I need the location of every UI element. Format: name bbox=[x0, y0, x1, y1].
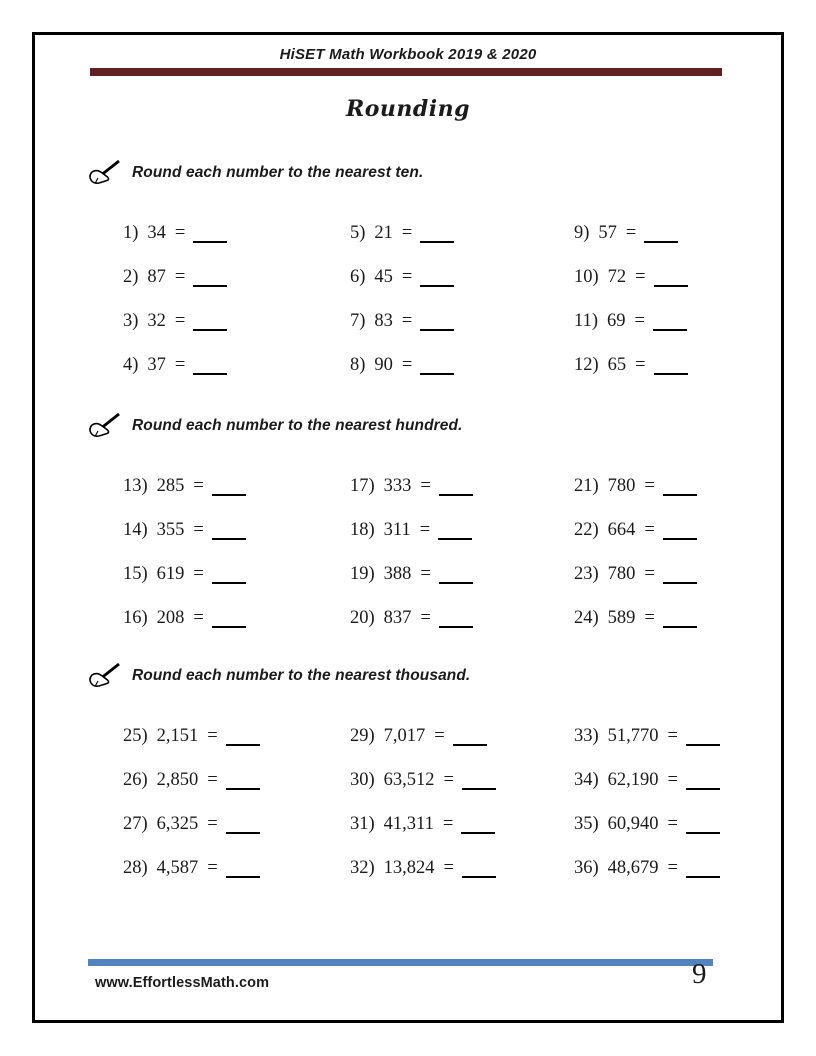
problem-number: 6) bbox=[350, 266, 366, 287]
problem-value: 388 bbox=[383, 563, 412, 584]
problem-value: 62,190 bbox=[607, 769, 659, 790]
writing-hand-icon bbox=[88, 412, 122, 439]
problem-number: 20) bbox=[350, 607, 375, 628]
problem-number: 7) bbox=[350, 310, 366, 331]
equals-sign: = bbox=[667, 857, 678, 878]
answer-blank bbox=[686, 832, 720, 834]
equals-sign: = bbox=[174, 310, 186, 331]
problems-grid bbox=[88, 714, 732, 890]
answer-blank bbox=[462, 788, 496, 790]
problem-value: 90 bbox=[374, 354, 393, 375]
book-title: HiSET Math Workbook 2019 & 2020 bbox=[279, 46, 537, 63]
answer-blank bbox=[663, 626, 697, 628]
problem bbox=[350, 596, 574, 640]
equals-sign: = bbox=[443, 769, 454, 790]
problem-number: 32) bbox=[350, 857, 375, 878]
section-nearest-hundred bbox=[88, 412, 732, 640]
problem bbox=[574, 802, 732, 846]
problem-value: 333 bbox=[383, 475, 412, 496]
problem-value: 285 bbox=[156, 475, 185, 496]
problem-value: 7,017 bbox=[383, 725, 426, 746]
problem-number: 33) bbox=[574, 725, 599, 746]
section-instruction: Round each number to the nearest ten. bbox=[132, 163, 424, 181]
answer-blank bbox=[663, 538, 697, 540]
problem-value: 87 bbox=[147, 266, 166, 287]
problem bbox=[574, 299, 732, 343]
equals-sign: = bbox=[443, 857, 454, 878]
equals-sign: = bbox=[420, 563, 431, 584]
problem-number: 8) bbox=[350, 354, 366, 375]
problem bbox=[350, 802, 574, 846]
answer-blank bbox=[212, 582, 246, 584]
writing-hand-icon bbox=[88, 662, 122, 689]
problem-number: 36) bbox=[574, 857, 599, 878]
problem-value: 63,512 bbox=[383, 769, 435, 790]
answer-blank bbox=[193, 329, 227, 331]
problem-value: 355 bbox=[156, 519, 185, 540]
equals-sign: = bbox=[174, 222, 186, 243]
problem-number: 30) bbox=[350, 769, 375, 790]
answer-blank bbox=[686, 788, 720, 790]
problem-value: 32 bbox=[147, 310, 166, 331]
problems-grid bbox=[88, 464, 732, 640]
answer-blank bbox=[453, 744, 487, 746]
equals-sign: = bbox=[174, 266, 186, 287]
answer-blank bbox=[439, 494, 473, 496]
problem bbox=[123, 464, 350, 508]
problem-value: 6,325 bbox=[156, 813, 199, 834]
problem-number: 22) bbox=[574, 519, 599, 540]
equals-sign: = bbox=[193, 519, 204, 540]
problem bbox=[574, 846, 732, 890]
section-nearest-thousand bbox=[88, 662, 732, 890]
equals-sign: = bbox=[401, 310, 413, 331]
footer-rule bbox=[88, 959, 713, 966]
problem bbox=[350, 299, 574, 343]
equals-sign: = bbox=[207, 725, 218, 746]
section-nearest-ten bbox=[88, 159, 732, 387]
equals-sign: = bbox=[667, 813, 678, 834]
problem bbox=[574, 464, 732, 508]
answer-blank bbox=[226, 832, 260, 834]
problem bbox=[350, 211, 574, 255]
answer-blank bbox=[420, 241, 454, 243]
equals-sign: = bbox=[434, 725, 445, 746]
answer-blank bbox=[663, 582, 697, 584]
problem-value: 664 bbox=[607, 519, 636, 540]
answer-blank bbox=[212, 626, 246, 628]
header-rule bbox=[90, 68, 722, 76]
answer-blank bbox=[226, 744, 260, 746]
problem-value: 2,850 bbox=[156, 769, 199, 790]
answer-blank bbox=[420, 373, 454, 375]
problem-number: 12) bbox=[574, 354, 599, 375]
problem-number: 25) bbox=[123, 725, 148, 746]
answer-blank bbox=[226, 876, 260, 878]
problem bbox=[574, 508, 732, 552]
problem-number: 17) bbox=[350, 475, 375, 496]
problem-number: 34) bbox=[574, 769, 599, 790]
problem-value: 83 bbox=[374, 310, 393, 331]
problem-value: 589 bbox=[607, 607, 636, 628]
problem bbox=[574, 552, 732, 596]
equals-sign: = bbox=[193, 475, 204, 496]
problem-number: 35) bbox=[574, 813, 599, 834]
answer-blank bbox=[462, 876, 496, 878]
problem bbox=[350, 464, 574, 508]
section-instruction: Round each number to the nearest hundred. bbox=[132, 416, 463, 434]
page-number: 9 bbox=[692, 958, 707, 990]
problem bbox=[123, 758, 350, 802]
section-instruction-row bbox=[88, 412, 732, 439]
equals-sign: = bbox=[667, 769, 678, 790]
answer-blank bbox=[686, 744, 720, 746]
equals-sign: = bbox=[667, 725, 678, 746]
page-title: Rounding bbox=[345, 96, 471, 122]
problem bbox=[123, 596, 350, 640]
equals-sign: = bbox=[401, 266, 413, 287]
problem bbox=[123, 714, 350, 758]
problem bbox=[123, 343, 350, 387]
problem-value: 2,151 bbox=[156, 725, 199, 746]
problem-number: 26) bbox=[123, 769, 148, 790]
problem bbox=[350, 343, 574, 387]
problem-number: 21) bbox=[574, 475, 599, 496]
problem bbox=[350, 846, 574, 890]
answer-blank bbox=[420, 329, 454, 331]
equals-sign: = bbox=[635, 354, 646, 375]
problem bbox=[123, 802, 350, 846]
problem-number: 24) bbox=[574, 607, 599, 628]
problem bbox=[574, 714, 732, 758]
equals-sign: = bbox=[401, 222, 413, 243]
problem-number: 2) bbox=[123, 266, 139, 287]
problem-value: 34 bbox=[147, 222, 166, 243]
equals-sign: = bbox=[635, 266, 646, 287]
answer-blank bbox=[420, 285, 454, 287]
answer-blank bbox=[461, 832, 495, 834]
problem-value: 837 bbox=[383, 607, 412, 628]
problem-value: 208 bbox=[156, 607, 185, 628]
problem bbox=[123, 299, 350, 343]
problem-number: 13) bbox=[123, 475, 148, 496]
problem bbox=[574, 343, 732, 387]
equals-sign: = bbox=[420, 607, 431, 628]
equals-sign: = bbox=[207, 769, 218, 790]
equals-sign: = bbox=[644, 519, 655, 540]
problem-value: 311 bbox=[383, 519, 411, 540]
equals-sign: = bbox=[207, 857, 218, 878]
answer-blank bbox=[193, 373, 227, 375]
problem-value: 69 bbox=[606, 310, 626, 331]
equals-sign: = bbox=[625, 222, 637, 243]
answer-blank bbox=[654, 285, 688, 287]
problem bbox=[574, 255, 732, 299]
problem-number: 23) bbox=[574, 563, 599, 584]
equals-sign: = bbox=[644, 475, 655, 496]
equals-sign: = bbox=[207, 813, 218, 834]
answer-blank bbox=[663, 494, 697, 496]
problem-number: 10) bbox=[574, 266, 599, 287]
answer-blank bbox=[686, 876, 720, 878]
answer-blank bbox=[212, 494, 246, 496]
problem-value: 51,770 bbox=[607, 725, 659, 746]
problem-number: 27) bbox=[123, 813, 148, 834]
problem bbox=[574, 596, 732, 640]
problem-number: 4) bbox=[123, 354, 139, 375]
equals-sign: = bbox=[644, 563, 655, 584]
problem-number: 1) bbox=[123, 222, 139, 243]
problem-value: 48,679 bbox=[607, 857, 659, 878]
answer-blank bbox=[193, 285, 227, 287]
problem-value: 780 bbox=[607, 475, 636, 496]
answer-blank bbox=[226, 788, 260, 790]
problem bbox=[350, 552, 574, 596]
problem bbox=[123, 552, 350, 596]
equals-sign: = bbox=[644, 607, 655, 628]
equals-sign: = bbox=[193, 563, 204, 584]
section-instruction-row bbox=[88, 159, 732, 186]
equals-sign: = bbox=[419, 519, 431, 540]
problem-value: 4,587 bbox=[156, 857, 199, 878]
section-instruction: Round each number to the nearest thousand. bbox=[132, 666, 471, 684]
problem-value: 57 bbox=[598, 222, 617, 243]
problem-number: 28) bbox=[123, 857, 148, 878]
answer-blank bbox=[439, 582, 473, 584]
problem bbox=[350, 508, 574, 552]
problem-value: 60,940 bbox=[607, 813, 659, 834]
section-instruction-row bbox=[88, 662, 732, 689]
problem bbox=[350, 255, 574, 299]
problem-number: 5) bbox=[350, 222, 366, 243]
problem bbox=[574, 758, 732, 802]
equals-sign: = bbox=[442, 813, 454, 834]
problem-value: 37 bbox=[147, 354, 166, 375]
problem bbox=[123, 846, 350, 890]
problem-number: 16) bbox=[123, 607, 148, 628]
answer-blank bbox=[654, 373, 688, 375]
problem-value: 65 bbox=[607, 354, 627, 375]
problem-number: 9) bbox=[574, 222, 590, 243]
equals-sign: = bbox=[193, 607, 204, 628]
problem-number: 15) bbox=[123, 563, 148, 584]
problem-number: 29) bbox=[350, 725, 375, 746]
problem bbox=[350, 714, 574, 758]
problem-value: 13,824 bbox=[383, 857, 435, 878]
equals-sign: = bbox=[174, 354, 186, 375]
equals-sign: = bbox=[634, 310, 645, 331]
answer-blank bbox=[653, 329, 687, 331]
answer-blank bbox=[193, 241, 227, 243]
answer-blank bbox=[438, 538, 472, 540]
answer-blank bbox=[439, 626, 473, 628]
problem-number: 11) bbox=[574, 310, 598, 331]
problem-value: 45 bbox=[374, 266, 393, 287]
problem-value: 72 bbox=[607, 266, 627, 287]
problem-number: 14) bbox=[123, 519, 148, 540]
footer-website: www.EffortlessMath.com bbox=[95, 975, 270, 991]
problem bbox=[123, 255, 350, 299]
writing-hand-icon bbox=[88, 159, 122, 186]
problems-grid bbox=[88, 211, 732, 387]
equals-sign: = bbox=[420, 475, 431, 496]
equals-sign: = bbox=[401, 354, 413, 375]
problem-number: 31) bbox=[350, 813, 375, 834]
problem-number: 19) bbox=[350, 563, 375, 584]
problem bbox=[123, 211, 350, 255]
problem-value: 780 bbox=[607, 563, 636, 584]
problem-number: 3) bbox=[123, 310, 139, 331]
answer-blank bbox=[644, 241, 678, 243]
problem-value: 619 bbox=[156, 563, 185, 584]
problem-value: 41,311 bbox=[383, 813, 434, 834]
problem bbox=[123, 508, 350, 552]
problem bbox=[350, 758, 574, 802]
problem-value: 21 bbox=[374, 222, 393, 243]
answer-blank bbox=[212, 538, 246, 540]
problem-number: 18) bbox=[350, 519, 375, 540]
problem bbox=[574, 211, 732, 255]
